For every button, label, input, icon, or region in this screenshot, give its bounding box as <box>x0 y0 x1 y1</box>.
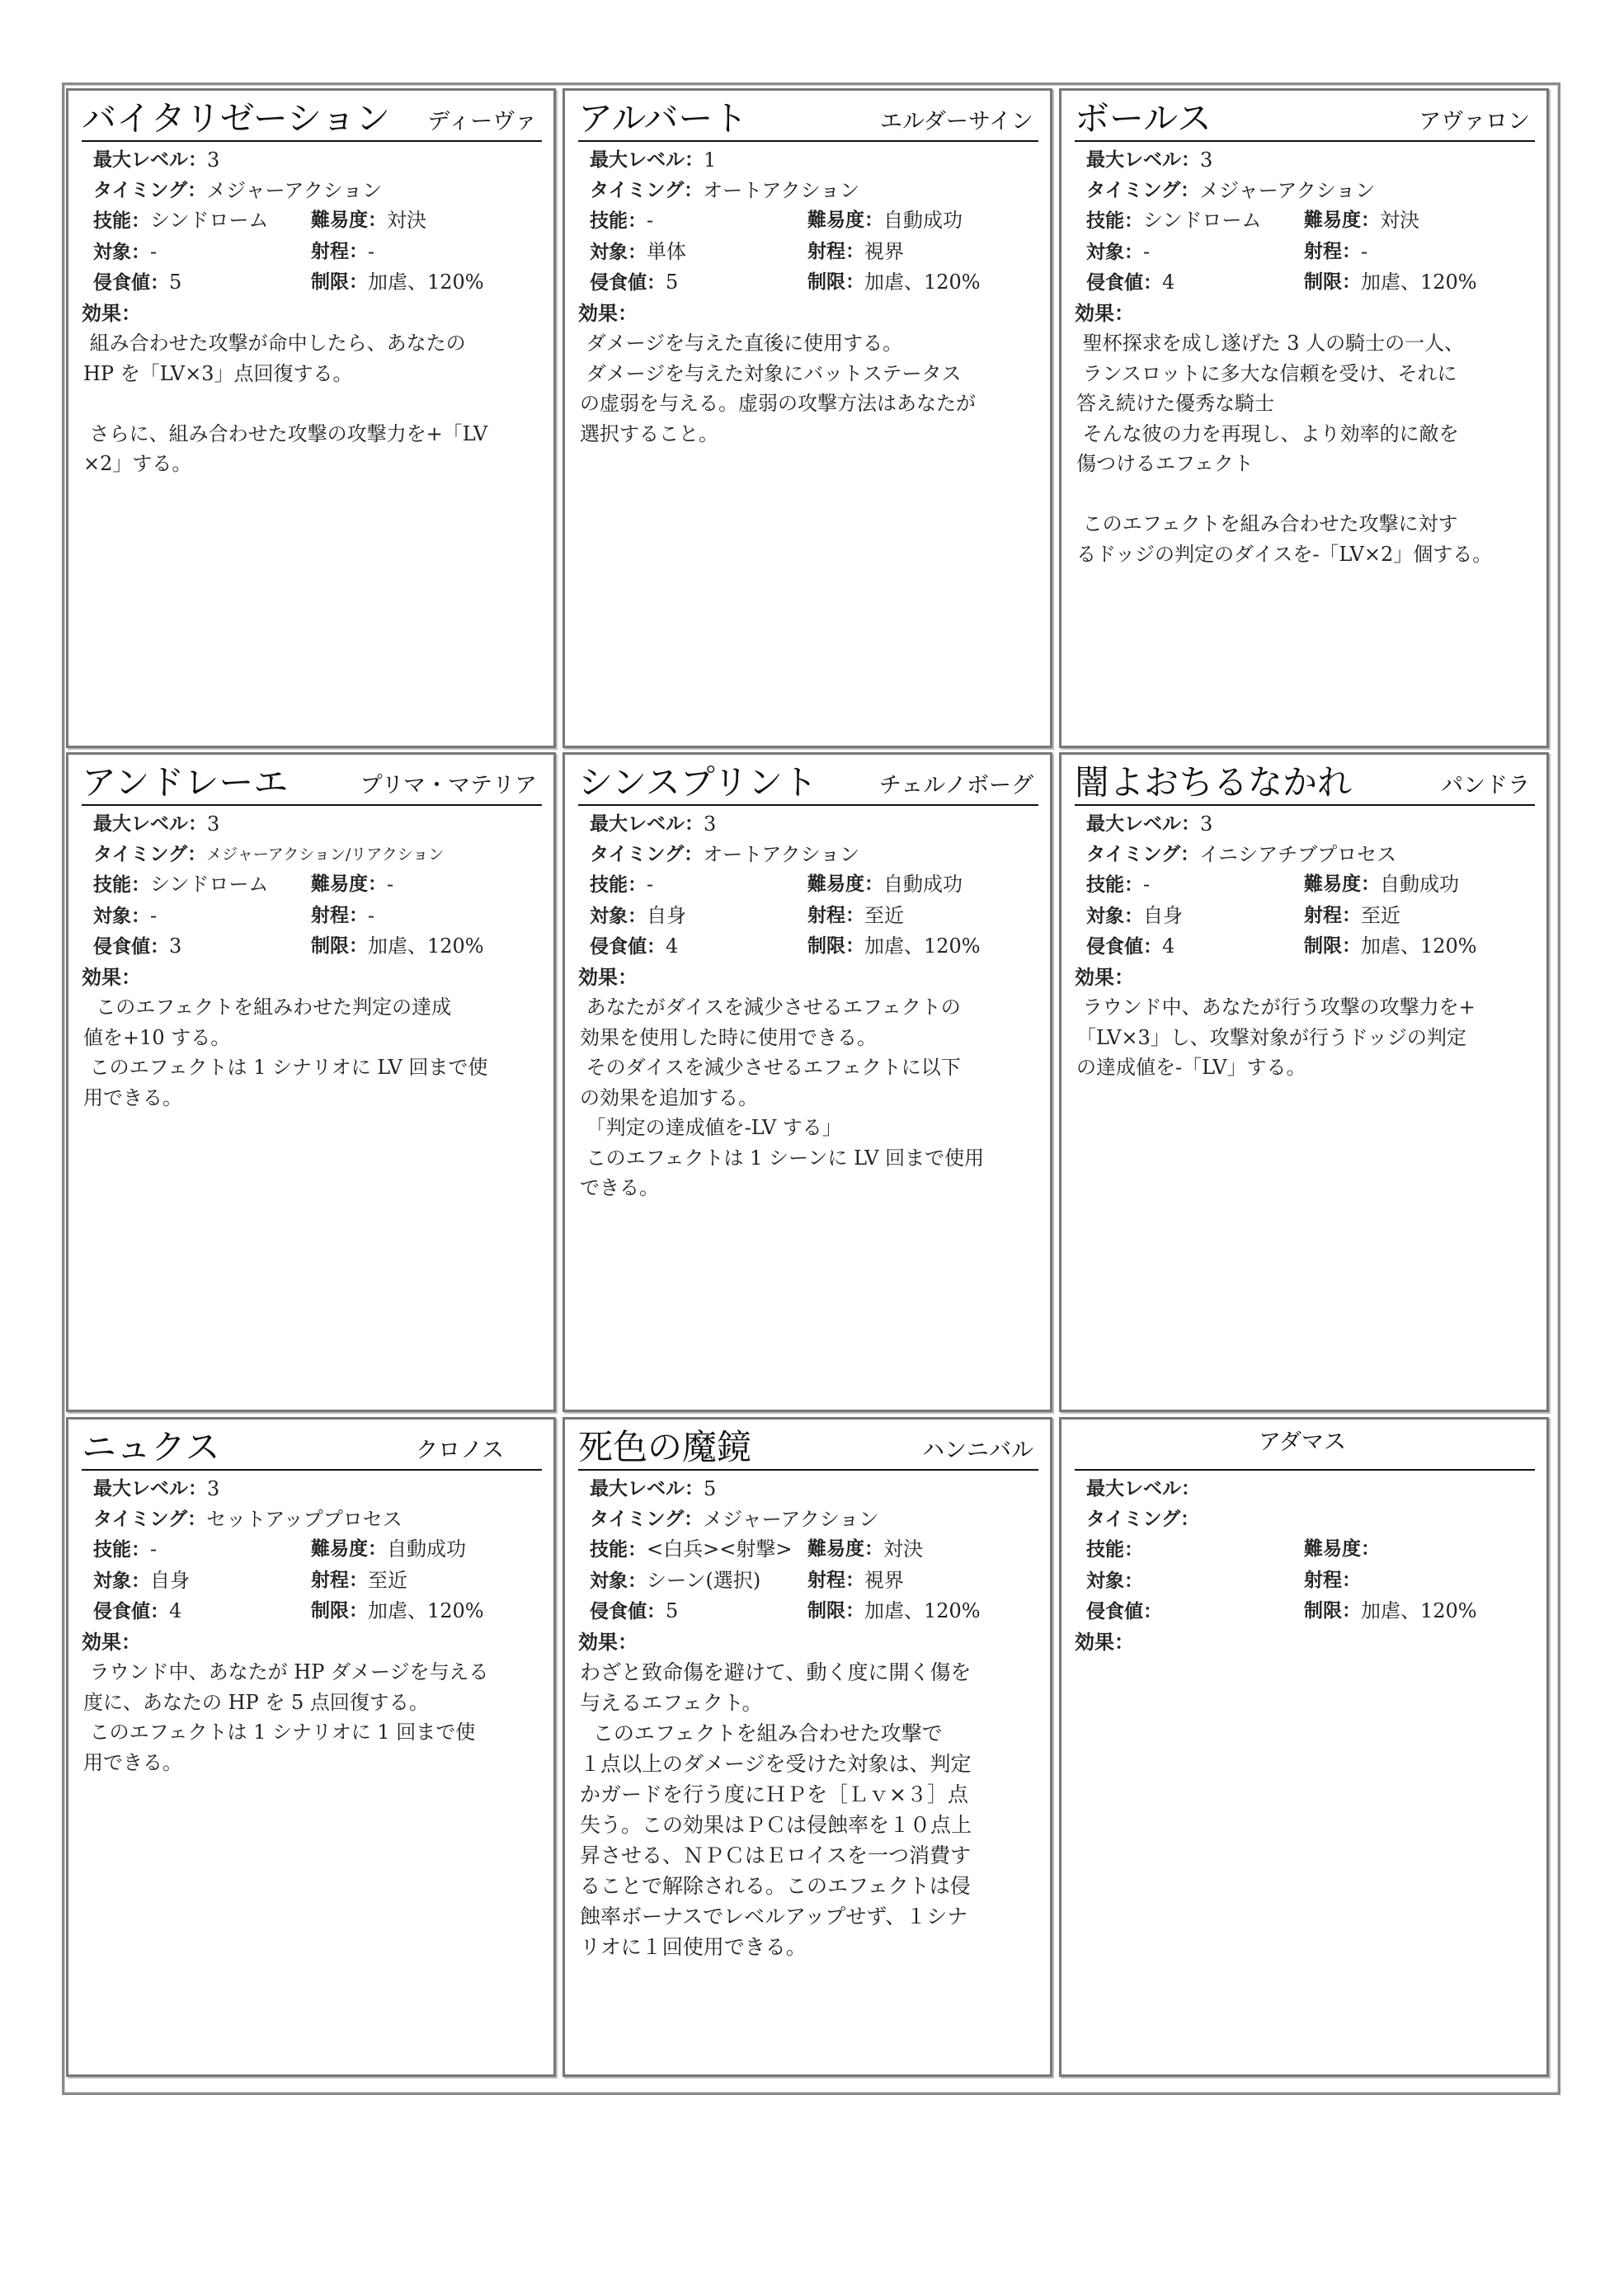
target-value: 自身 <box>1143 903 1183 927</box>
effect-description: あなたがダイスを減少させるエフェクトの 効果を使用した時に使用できる。 そのダイスを減少させるエフェクトに以下 の効果を追加する。 「判定の達成値を-LV する」 このエフェクトは 1 シーンに LV 回まで使用 できる。 <box>580 996 985 1199</box>
target-label: 対象： <box>1086 905 1143 927</box>
effect-card <box>66 1417 556 2077</box>
effect-card <box>563 88 1052 748</box>
erosion-value: 4 <box>169 1599 182 1622</box>
limit-label: 制限： <box>311 271 368 293</box>
effect-card <box>563 752 1052 1412</box>
skill-label: 技能： <box>1086 1539 1143 1561</box>
erosion-value: 4 <box>666 935 679 958</box>
card-stats <box>578 145 1038 299</box>
effect-card <box>1059 752 1549 1412</box>
card-stats <box>82 1474 542 1627</box>
difficulty-label: 難易度： <box>807 1538 883 1560</box>
card-stats <box>82 809 542 963</box>
effect-label: 効果： <box>82 301 141 325</box>
skill-label: 技能： <box>590 874 647 896</box>
difficulty-value: - <box>387 873 394 896</box>
timing-value: イニシアチブプロセス <box>1199 842 1397 866</box>
range-value: 視界 <box>864 1568 904 1592</box>
limit-label: 制限： <box>1304 935 1361 957</box>
card-header <box>578 760 1038 806</box>
effect-description: ダメージを与えた直後に使用する。 ダメージを与えた対象にバットステータス の虚弱を与える。虚弱の攻撃方法はあなたが 選択すること。 <box>580 332 976 445</box>
effect-description: 組み合わせた攻撃が命中したら、あなたの HP を「LV×3」点回復する。 さらに、組み合わせた攻撃の攻撃力を+「LV ×2」する。 <box>83 332 488 475</box>
erosion-value: 5 <box>666 1599 679 1622</box>
erosion-value: 5 <box>666 271 679 294</box>
max-level-label: 最大レベル： <box>1086 813 1200 835</box>
limit-label: 制限： <box>807 1600 864 1622</box>
limit-label: 制限： <box>311 1600 368 1622</box>
max-level-label: 最大レベル： <box>93 813 207 835</box>
card-owner: パンドラ <box>1441 773 1530 798</box>
limit-label: 制限： <box>311 935 368 957</box>
card-header <box>1075 1424 1535 1471</box>
limit-label: 制限： <box>1304 1600 1361 1622</box>
erosion-label: 侵食値： <box>93 936 169 958</box>
difficulty-label: 難易度： <box>1304 1538 1380 1560</box>
card-owner: ハンニバル <box>922 1438 1033 1463</box>
skill-value: <白兵><射撃> <box>647 1537 793 1561</box>
skill-value: - <box>150 1537 158 1561</box>
limit-value: 加虐、120% <box>1361 1599 1477 1622</box>
timing-label: タイミング： <box>1086 843 1200 865</box>
erosion-label: 侵食値： <box>590 1601 666 1622</box>
skill-value: - <box>647 209 654 232</box>
effect-label: 効果： <box>578 965 638 989</box>
card-stats <box>1075 1474 1535 1627</box>
erosion-label: 侵食値： <box>590 272 666 294</box>
max-level-value: 3 <box>1200 812 1213 836</box>
limit-value: 加虐、120% <box>368 935 484 958</box>
effect-label: 効果： <box>1075 1630 1134 1654</box>
range-label: 射程： <box>807 1569 864 1591</box>
max-level-label: 最大レベル： <box>590 149 704 171</box>
target-value: - <box>150 239 158 263</box>
effect-label: 効果： <box>1075 301 1134 325</box>
card-name: ボールス <box>1075 98 1212 139</box>
effect-label: 効果： <box>578 1630 638 1654</box>
limit-value: 加虐、120% <box>864 271 981 294</box>
range-label: 射程： <box>311 240 368 262</box>
card-header <box>1075 96 1535 142</box>
timing-value: メジャーアクション <box>703 1507 879 1531</box>
erosion-value: 4 <box>1162 271 1175 294</box>
card-header <box>82 1424 542 1471</box>
target-label: 対象： <box>1086 1570 1143 1592</box>
effect-description: わざと致命傷を避けて、動く度に開く傷を 与えるエフェクト。 このエフェクトを組み合わせた攻撃で １点以上のダメージを受けた対象は、判定 かガードを行う度にＨＰを［Ｌｖ×３］点 失う。この効果はＰＣは侵蝕率を１０点上 昇させる、ＮＰＣはＥロイスを一つ消費す ることで解除される。このエフェクトは侵 蝕率ボーナスでレベルアップせず、１シナ リオに１回使用できる。 <box>580 1660 972 1959</box>
effect-description: ラウンド中、あなたが HP ダメージを与える 度に、あなたの HP を 5 点回復する。 このエフェクトは 1 シナリオに 1 回まで使 用できる。 <box>83 1660 489 1774</box>
erosion-value: 3 <box>169 935 182 958</box>
card-header <box>82 96 542 142</box>
effect-label: 効果： <box>82 1630 141 1654</box>
range-value: 至近 <box>368 1568 407 1592</box>
skill-label: 技能： <box>590 1539 647 1561</box>
difficulty-label: 難易度： <box>1304 873 1380 895</box>
skill-value: シンドローム <box>150 209 269 232</box>
max-level-label: 最大レベル： <box>1086 149 1200 171</box>
card-stats <box>578 1474 1038 1627</box>
limit-value: 加虐、120% <box>864 1599 981 1622</box>
skill-value: - <box>647 873 654 896</box>
difficulty-value: 自動成功 <box>883 873 963 896</box>
timing-value: メジャーアクション <box>1199 178 1376 202</box>
timing-label: タイミング： <box>590 843 704 865</box>
card-stats <box>578 809 1038 963</box>
difficulty-value: 対決 <box>1380 209 1419 232</box>
limit-label: 制限： <box>1304 271 1361 293</box>
max-level-value: 3 <box>207 1477 220 1500</box>
range-value: 視界 <box>864 239 904 263</box>
difficulty-label: 難易度： <box>1304 210 1380 231</box>
target-value: - <box>1143 239 1151 263</box>
card-owner: エルダーサイン <box>879 109 1033 134</box>
max-level-value: 5 <box>704 1477 717 1500</box>
timing-value: オートアクション <box>703 178 860 202</box>
skill-label: 技能： <box>93 1539 150 1561</box>
limit-label: 制限： <box>807 271 864 293</box>
limit-value: 加虐、120% <box>368 271 484 294</box>
effect-description: ラウンド中、あなたが行う攻撃の攻撃力を+ 「LV×3」し、攻撃対象が行うドッジの判定 の達成値を-「LV」する。 <box>1076 996 1476 1079</box>
effect-label: 効果： <box>82 965 141 989</box>
range-label: 射程： <box>807 240 864 262</box>
card-owner: チェルノボーグ <box>878 773 1033 798</box>
card-owner: クロノス <box>416 1438 504 1463</box>
range-value: - <box>368 903 375 927</box>
limit-label: 制限： <box>807 935 864 957</box>
effect-card <box>1059 88 1549 748</box>
limit-value: 加虐、120% <box>1361 935 1477 958</box>
target-label: 対象： <box>590 1570 647 1592</box>
max-level-value: 3 <box>207 812 220 836</box>
max-level-value: 1 <box>704 148 717 172</box>
erosion-label: 侵食値： <box>1086 272 1162 294</box>
range-value: - <box>368 239 375 263</box>
timing-value: セットアッププロセス <box>206 1507 402 1531</box>
erosion-label: 侵食値： <box>590 936 666 958</box>
target-label: 対象： <box>93 905 150 927</box>
erosion-label: 侵食値： <box>93 1601 169 1622</box>
skill-label: 技能： <box>93 210 150 232</box>
difficulty-value: 自動成功 <box>387 1537 466 1561</box>
difficulty-value: 対決 <box>387 209 426 232</box>
max-level-value: 3 <box>207 148 220 172</box>
difficulty-value: 対決 <box>883 1537 923 1561</box>
difficulty-value: 自動成功 <box>883 209 963 232</box>
card-header <box>1075 760 1535 806</box>
max-level-value: 3 <box>1200 148 1213 172</box>
difficulty-value: 自動成功 <box>1380 873 1459 896</box>
skill-label: 技能： <box>1086 874 1143 896</box>
card-header <box>578 96 1038 142</box>
target-value: 単体 <box>647 239 686 263</box>
difficulty-label: 難易度： <box>311 873 387 895</box>
max-level-label: 最大レベル： <box>1086 1478 1200 1500</box>
max-level-label: 最大レベル： <box>93 1478 207 1500</box>
target-value: シーン(選択) <box>647 1568 761 1592</box>
skill-value: - <box>1143 873 1151 896</box>
card-name: アルバート <box>578 98 748 139</box>
target-label: 対象： <box>1086 241 1143 263</box>
target-value: - <box>150 903 158 927</box>
range-value: 至近 <box>864 903 904 927</box>
card-owner: アダマス <box>1258 1429 1347 1455</box>
target-value: 自身 <box>150 1568 190 1592</box>
range-value: - <box>1361 239 1368 263</box>
timing-label: タイミング： <box>93 179 207 201</box>
card-name: アンドレーエ <box>82 762 289 803</box>
erosion-label: 侵食値： <box>1086 936 1162 958</box>
effect-label: 効果： <box>1075 965 1134 989</box>
card-name: シンスプリント <box>578 762 818 803</box>
effect-card <box>563 1417 1052 2077</box>
timing-label: タイミング： <box>93 1508 207 1530</box>
limit-value: 加虐、120% <box>864 935 981 958</box>
effect-card <box>1059 1417 1549 2077</box>
limit-value: 加虐、120% <box>1361 271 1477 294</box>
card-name: 死色の魔鏡 <box>578 1427 752 1467</box>
card-header <box>578 1424 1038 1471</box>
target-label: 対象： <box>590 905 647 927</box>
max-level-label: 最大レベル： <box>93 149 207 171</box>
range-value: 至近 <box>1361 903 1400 927</box>
card-header <box>82 760 542 806</box>
difficulty-label: 難易度： <box>311 1538 387 1560</box>
range-label: 射程： <box>1304 240 1361 262</box>
range-label: 射程： <box>311 1569 368 1591</box>
card-name: ニュクス <box>82 1427 220 1467</box>
target-label: 対象： <box>93 1570 150 1592</box>
card-owner: プリマ・マテリア <box>360 773 537 798</box>
timing-label: タイミング： <box>1086 1508 1200 1530</box>
effect-description: 聖杯探求を成し遂げた 3 人の騎士の一人、 ランスロットに多大な信頼を受け、それに 答え続けた優秀な騎士 そんな彼の力を再現し、より効率的に敵を 傷つけるエフェクト このエフェクトを組み合わせた攻撃に対す るドッジの判定のダイスを-「LV×2」個する。 <box>1076 332 1493 566</box>
card-stats <box>1075 809 1535 963</box>
range-label: 射程： <box>311 904 368 926</box>
timing-label: タイミング： <box>93 843 207 865</box>
range-label: 射程： <box>807 904 864 926</box>
erosion-value: 5 <box>169 271 182 294</box>
target-label: 対象： <box>590 241 647 263</box>
skill-label: 技能： <box>1086 210 1143 232</box>
card-name: バイタリゼーション <box>82 98 391 139</box>
skill-label: 技能： <box>93 874 150 896</box>
max-level-label: 最大レベル： <box>590 813 704 835</box>
skill-value: シンドローム <box>150 873 269 896</box>
skill-value: シンドローム <box>1143 209 1262 232</box>
erosion-value: 4 <box>1162 935 1175 958</box>
range-label: 射程： <box>1304 1569 1361 1591</box>
effect-card <box>66 88 556 748</box>
skill-label: 技能： <box>590 210 647 232</box>
card-owner: アヴァロン <box>1419 109 1530 134</box>
target-label: 対象： <box>93 241 150 263</box>
effect-card <box>66 752 556 1412</box>
card-owner: ディーヴァ <box>427 109 537 134</box>
erosion-label: 侵食値： <box>1086 1601 1162 1622</box>
timing-value: メジャーアクション/リアクション <box>206 845 445 864</box>
limit-value: 加虐、120% <box>368 1599 484 1622</box>
target-value: 自身 <box>647 903 686 927</box>
card-name: 闇よおちるなかれ <box>1075 762 1353 803</box>
max-level-value: 3 <box>704 812 717 836</box>
timing-label: タイミング： <box>590 179 704 201</box>
erosion-label: 侵食値： <box>93 272 169 294</box>
effect-label: 効果： <box>578 301 638 325</box>
card-stats <box>1075 145 1535 299</box>
effect-description: このエフェクトを組みわせた判定の達成 値を+10 する。 このエフェクトは 1 シナリオに LV 回まで使 用できる。 <box>83 996 488 1109</box>
range-label: 射程： <box>1304 904 1361 926</box>
timing-label: タイミング： <box>590 1508 704 1530</box>
difficulty-label: 難易度： <box>807 210 883 231</box>
timing-label: タイミング： <box>1086 179 1200 201</box>
timing-value: メジャーアクション <box>206 178 383 202</box>
max-level-label: 最大レベル： <box>590 1478 704 1500</box>
difficulty-label: 難易度： <box>311 210 387 231</box>
difficulty-label: 難易度： <box>807 873 883 895</box>
timing-value: オートアクション <box>703 842 860 866</box>
card-stats <box>82 145 542 299</box>
